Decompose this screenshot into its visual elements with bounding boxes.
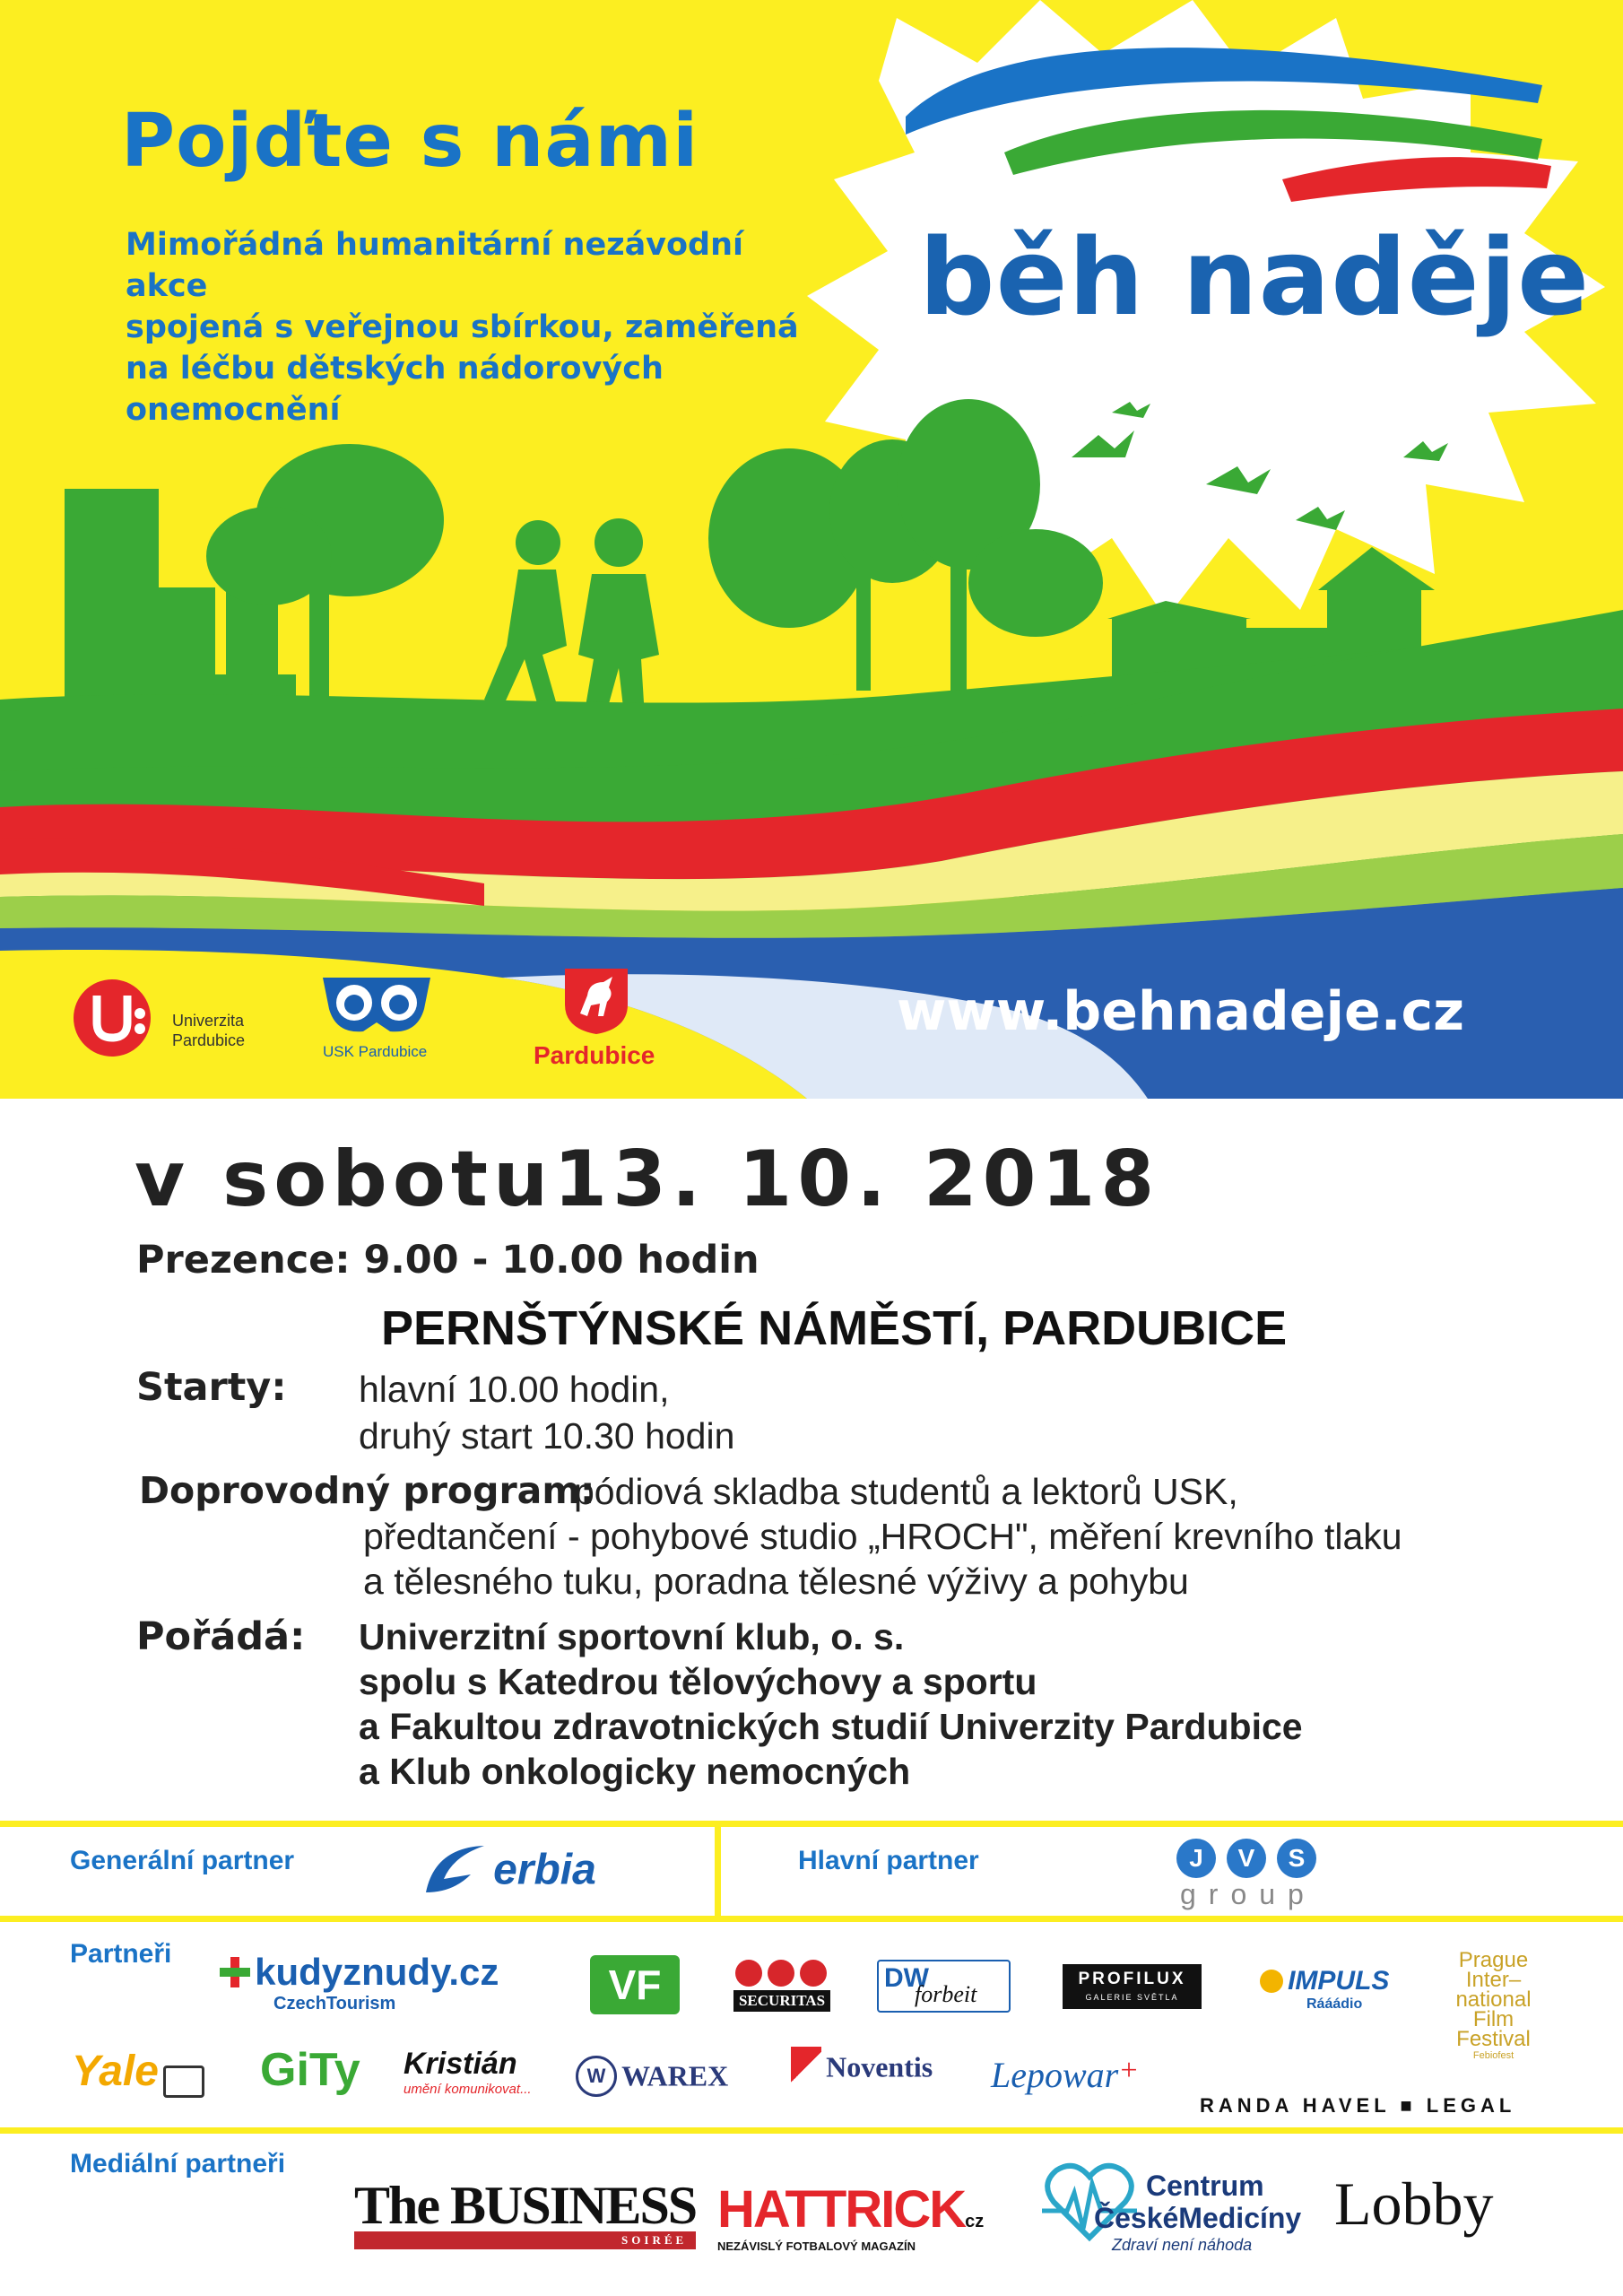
univerzita-pardubice-logo: [72, 973, 269, 1063]
program-line: předtančení - pohybové studio „HROCH", měření krevního tlaku: [363, 1516, 1402, 1557]
randa-havel-legal-logo: RANDA HAVEL ■ LEGAL: [1200, 2094, 1516, 2117]
univerzita-logo-icon: [72, 973, 152, 1063]
hero-banner: [0, 0, 1623, 1099]
runners: [484, 518, 659, 731]
jvs-letter: J: [1176, 1839, 1216, 1878]
divider: [0, 1821, 1623, 1827]
organizer-label: Pořádá:: [136, 1614, 306, 1659]
starts-label: Starty:: [136, 1365, 287, 1410]
jvs-sub: group: [1180, 1878, 1316, 1910]
yale-name: Yale: [72, 2048, 159, 2095]
pff-line: Inter–: [1465, 1968, 1522, 1992]
starts-line: hlavní 10.00 hodin,: [359, 1369, 670, 1410]
warex-logo: [576, 2056, 728, 2097]
forklift-icon: [163, 2066, 204, 2098]
noventis-name: Noventis: [826, 2050, 933, 2083]
impuls-sub: Rááádio: [1306, 1996, 1363, 2012]
usk-logo-text: USK Pardubice: [323, 1043, 428, 1060]
kudyznudy-name: kudyznudy.cz: [255, 1951, 499, 1993]
kristian-sub: umění komunikovat...: [404, 2082, 532, 2097]
subtitle-line: onemocnění: [126, 392, 341, 428]
univerzita-line1: Univerzita: [172, 1012, 245, 1030]
dw-sub: forbeit: [915, 1981, 977, 2007]
kudyznudy-logo: [220, 1951, 499, 2014]
hattrick-sub: NEZÁVISLÝ FOTBALOVÝ MAGAZÍN: [717, 2239, 916, 2253]
hattrick-logo: [717, 2179, 984, 2253]
pardubice-city-logo: [534, 964, 668, 1072]
pff-line: Festival: [1456, 2027, 1531, 2051]
securitas-name: SECURITAS: [733, 1990, 830, 2012]
warex-icon: W: [576, 2056, 617, 2097]
subtitle-line: spojená s veřejnou sbírkou, zaměřená: [126, 309, 799, 345]
program-label: Doprovodný program:: [139, 1469, 595, 1512]
yale-logo: [72, 2047, 204, 2098]
lobby-logo: Lobby: [1334, 2170, 1494, 2238]
pff-line: Prague: [1458, 1948, 1529, 1972]
securitas-logo: [733, 1960, 830, 2013]
divider: [0, 1916, 1623, 1922]
subtitle: [126, 224, 807, 430]
divider: [715, 1821, 721, 1919]
noventis-logo: [791, 2047, 933, 2088]
profilux-sub: GALERIE SVĚTLA: [1085, 1993, 1179, 2002]
centrum-line2: ČeskéMedicíny: [1094, 2202, 1302, 2234]
owl-icon: [318, 973, 435, 1036]
profilux-logo: [1063, 1964, 1202, 2009]
impuls-icon: [1260, 1970, 1283, 1993]
program-line: pódiová skladba studentů a lektorů USK,: [574, 1471, 1238, 1512]
pff-line: Film: [1472, 2007, 1515, 2031]
registration-time: Prezence: 9.00 - 10.00 hodin: [136, 1238, 759, 1283]
pff-line: Febiofest: [1472, 2050, 1515, 2061]
horse-shield-icon: [560, 964, 632, 1036]
pff-line: national: [1455, 1987, 1532, 2012]
hattrick-name: HATTRICK: [717, 2180, 966, 2239]
impuls-name: IMPULS: [1288, 1966, 1390, 1996]
univerzita-line2: Pardubice: [172, 1031, 246, 1049]
univerzita-logo-text: [172, 1011, 245, 1050]
city-logo-text: Pardubice: [534, 1041, 655, 1069]
starts-line: druhý start 10.30 hodin: [359, 1415, 735, 1457]
noventis-icon: [791, 2047, 821, 2088]
lepowar-logo: [991, 2054, 1139, 2096]
prague-film-festival-logo: [1442, 1948, 1545, 2062]
gity-logo: GiTy: [260, 2044, 360, 2096]
divider: [0, 2127, 1623, 2134]
jvs-letter: S: [1277, 1839, 1316, 1878]
organizer-line: Univerzitní sportovní klub, o. s.: [359, 1616, 905, 1657]
erbia-swoosh-icon: [417, 1839, 489, 1901]
impuls-logo: [1260, 1966, 1389, 2013]
vf-logo: VF: [590, 1955, 680, 2014]
erbia-logo: [417, 1839, 596, 1901]
general-partner-label: Generální partner: [70, 1846, 295, 1875]
lepowar-name: Lepowar: [991, 2055, 1119, 2095]
hattrick-cz: cz: [965, 2212, 985, 2231]
subtitle-line: na léčbu dětských nádorových: [126, 351, 664, 387]
kristian-name: Kristián: [404, 2047, 517, 2081]
jvs-group-logo: [1176, 1839, 1338, 1910]
event-date: v sobotu13. 10. 2018: [135, 1135, 1160, 1224]
business-soiree-logo: [354, 2175, 696, 2249]
partners-label: Partneři: [70, 1939, 172, 1969]
plus-icon: +: [1118, 2054, 1140, 2087]
centrum-sub: Zdraví není náhoda: [1112, 2236, 1253, 2254]
profilux-name: PROFILUX: [1078, 1970, 1186, 1988]
organizer-line: a Fakultou zdravotnických studií Univerzity Pardubice: [359, 1706, 1303, 1747]
erbia-name: erbia: [493, 1846, 596, 1894]
czechtourism-name: CzechTourism: [273, 1994, 396, 2013]
brand-name: běh naděje: [919, 215, 1591, 339]
program-line: a tělesného tuku, poradna tělesné výživy a pohybu: [363, 1561, 1189, 1602]
media-partners-label: Mediální partneři: [70, 2149, 286, 2179]
centrum-line1: Centrum: [1146, 2170, 1264, 2202]
dw-name: DW: [884, 1963, 929, 1993]
organizer-line: a Klub onkologicky nemocných: [359, 1751, 911, 1792]
usk-pardubice-logo: [318, 973, 444, 1072]
website-link[interactable]: www.behnadeje.cz: [897, 980, 1464, 1043]
main-partner-label: Hlavní partner: [798, 1846, 979, 1875]
kudyznudy-star-icon: [220, 1957, 250, 1987]
warex-name: WAREX: [621, 2059, 729, 2092]
business-sub: SOIRÉE: [354, 2231, 696, 2249]
headline: Pojďte s námi: [121, 99, 699, 184]
jvs-letter: V: [1227, 1839, 1266, 1878]
dw-logo: [877, 1960, 1011, 2013]
business-name: The BUSINESS: [354, 2176, 697, 2235]
subtitle-line: Mimořádná humanitární nezávodní akce: [126, 227, 744, 304]
event-place: PERNŠTÝNSKÉ NÁMĚSTÍ, PARDUBICE: [381, 1301, 1288, 1355]
organizer-line: spolu s Katedrou tělovýchovy a sportu: [359, 1661, 1037, 1702]
kristian-logo: [404, 2047, 532, 2097]
